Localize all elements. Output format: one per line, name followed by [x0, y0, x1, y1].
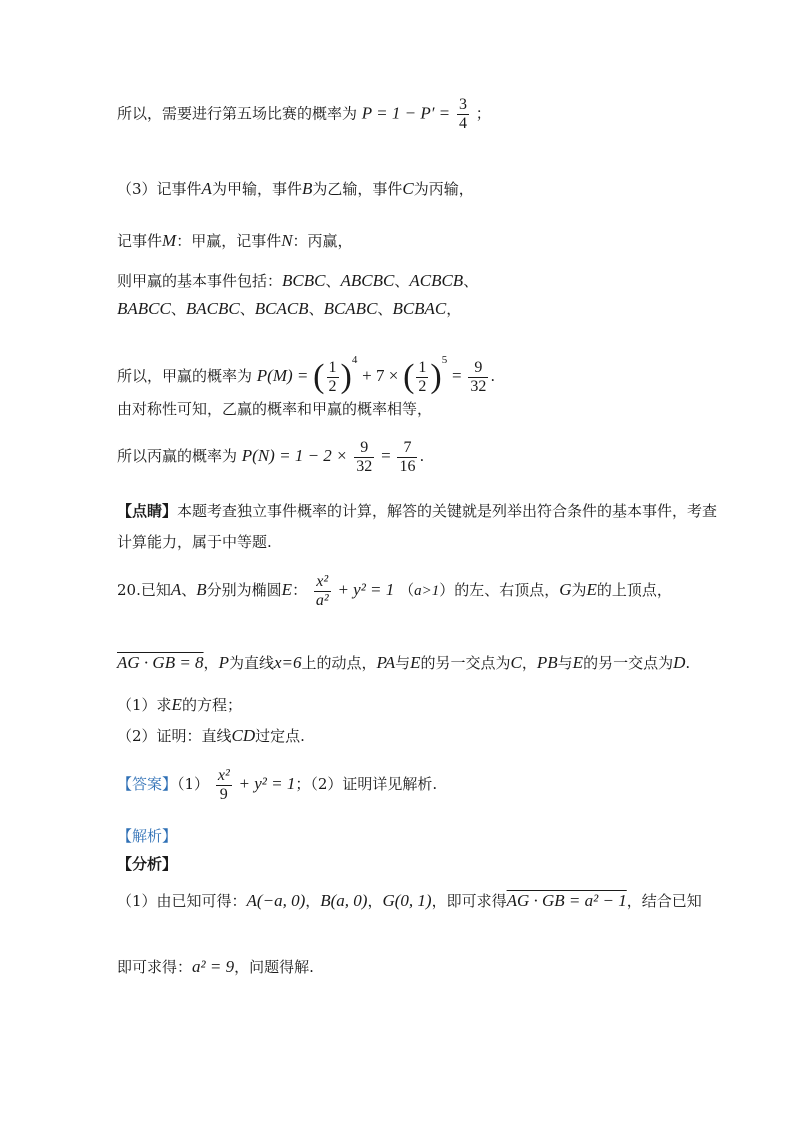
fraction: $\frac{9}{32}$: [356, 438, 373, 475]
formula: P(M) =: [256, 366, 309, 385]
line-prob-bing-win: [117, 438, 740, 476]
var-A: A: [170, 580, 182, 599]
text: 为: [571, 581, 587, 599]
line-analysis-1: [117, 890, 740, 912]
var-C: C: [402, 179, 414, 198]
event: BCBAC: [392, 299, 447, 318]
event: BCABC: [323, 299, 378, 318]
point-A: A(−a, 0): [246, 891, 306, 910]
text: 过定点.: [255, 727, 305, 745]
line-define-mn: [117, 230, 740, 252]
text: ：甲赢，记事件: [176, 232, 282, 250]
text: 所以丙赢的概率为: [117, 447, 238, 465]
text: （2）证明：直线: [117, 727, 232, 745]
var-C: C: [510, 653, 522, 672]
text: ，: [203, 654, 219, 672]
line-problem-20-cont: [117, 652, 740, 674]
sep: 、: [463, 272, 479, 290]
formula: + y² = 1: [238, 774, 296, 793]
line-basic-events-1: [117, 270, 740, 292]
var-E: E: [572, 653, 584, 672]
formula: P(N) = 1 − 2 ×: [241, 446, 348, 465]
var-CD: CD: [231, 726, 256, 745]
event: BCACB: [254, 299, 309, 318]
text: 为丙输，: [413, 180, 474, 198]
point-G: G(0, 1): [382, 891, 432, 910]
fraction: $\frac{7}{16}$: [399, 438, 416, 475]
text: 由对称性可知，乙赢的概率和甲赢的概率相等，: [117, 400, 433, 418]
sep: 、: [377, 300, 393, 318]
sep: 、: [325, 272, 341, 290]
var-M: M: [162, 231, 177, 250]
formula: =: [381, 446, 391, 465]
line-q2: [117, 725, 740, 747]
text: 与: [395, 654, 411, 672]
answer-tag: 【答案】: [117, 775, 178, 793]
text: （: [399, 581, 415, 599]
text: （1）求: [117, 696, 172, 714]
text: 所以，甲赢的概率为: [117, 367, 253, 385]
vector-formula: AG · GB = a² − 1: [506, 891, 627, 910]
text: 的另一交点为: [420, 654, 511, 672]
var-P: P: [218, 653, 229, 672]
event: ACBCB: [409, 271, 464, 290]
punct: .: [490, 367, 496, 385]
fraction: $\frac{\text{x²}}{\text{a²}}$: [315, 572, 329, 609]
var-G: G: [559, 580, 572, 599]
punct: .: [419, 447, 425, 465]
text: ；（2）证明详见解析.: [295, 775, 438, 793]
text: 本题考查独立事件概率的计算，解答的关键就是列举出符合条件的基本事件，考查: [177, 502, 718, 520]
text: ，问题得解.: [234, 958, 314, 976]
text: 上的动点，: [301, 654, 377, 672]
text: 计算能力，属于中等题.: [117, 533, 272, 551]
fraction: $\frac{\text{x²}}{9}$: [217, 766, 230, 803]
var-N: N: [281, 231, 293, 250]
event: BCBC: [282, 271, 326, 290]
var-PA: PA: [376, 653, 396, 672]
formula: x=6: [273, 653, 302, 672]
text: 的上顶点，: [596, 581, 672, 599]
fraction: $\frac{1}{2}$: [418, 358, 427, 395]
line-basic-events-2: [117, 298, 740, 320]
var-E: E: [586, 580, 597, 599]
line-answer: [117, 764, 740, 804]
event: BABCC: [117, 299, 171, 318]
formula: P = 1 − P′ =: [361, 103, 451, 123]
sep: ，: [305, 892, 321, 910]
text: 则甲赢的基本事件包括：: [117, 272, 283, 290]
vector-formula: AG · GB = 8: [117, 653, 204, 672]
exponent: 5: [441, 354, 448, 366]
text: ：: [292, 581, 308, 599]
line-comment: [117, 500, 740, 522]
line-analysis-tag: [117, 825, 740, 847]
text: ）的左、右顶点，: [439, 581, 560, 599]
text: 、: [181, 581, 197, 599]
event: BACBC: [185, 299, 240, 318]
text: 的另一交点为: [583, 654, 674, 672]
formula: + y² = 1: [337, 580, 395, 599]
event: ABCBC: [340, 271, 395, 290]
fraction: $\frac{1}{2}$: [328, 358, 337, 395]
var-A: A: [201, 179, 212, 198]
text: 所以，需要进行第五场比赛的概率为: [117, 104, 358, 123]
line-q1: [117, 694, 740, 716]
text: 为直线: [228, 654, 274, 672]
line-prob-jia-win: [117, 340, 740, 396]
text: ，结合已知: [626, 892, 702, 910]
sep: 、: [394, 272, 410, 290]
var-B: B: [301, 179, 313, 198]
section-tag: 【点睛】: [117, 502, 178, 520]
text: （3）记事件: [117, 180, 202, 198]
text: ：丙赢，: [292, 232, 353, 250]
point-B: B(a, 0): [320, 891, 368, 910]
line-analysis-2: [117, 956, 740, 978]
text: 为乙输，事件: [312, 180, 403, 198]
line-define-events: [117, 178, 740, 200]
formula: + 7 ×: [362, 366, 399, 385]
text: ，即可求得: [431, 892, 507, 910]
text: 的方程；: [181, 696, 242, 714]
line-prob-fifth-game: [117, 96, 740, 133]
text: 与: [557, 654, 573, 672]
text: 记事件: [117, 232, 163, 250]
sep: ，: [367, 892, 383, 910]
fraction: $\frac{9}{32}$: [470, 358, 487, 395]
var-E: E: [410, 653, 421, 672]
paren: (: [313, 358, 325, 395]
var-PB: PB: [536, 653, 558, 672]
analysis-tag: 【解析】: [117, 827, 178, 845]
text: ，: [521, 654, 537, 672]
line-comment-2: [117, 531, 740, 553]
punct: ；: [475, 104, 491, 123]
sep: ，: [446, 300, 462, 318]
paren: (: [403, 358, 415, 395]
text: （1）: [177, 775, 210, 793]
fenxi-tag: 【分析】: [117, 855, 178, 873]
condition: a>1: [414, 583, 440, 599]
exponent: 4: [351, 354, 358, 366]
text: 分别为椭圆: [206, 581, 282, 599]
line-fenxi-tag: [117, 853, 740, 875]
var-E: E: [281, 580, 293, 599]
line-problem-20: [117, 570, 740, 611]
line-symmetry: [117, 398, 740, 420]
var-D: D: [673, 653, 686, 672]
fraction: $\frac{3}{4}$: [458, 96, 467, 132]
sep: 、: [308, 300, 324, 318]
paren: ): [340, 358, 352, 395]
sep: 、: [170, 300, 186, 318]
var-B: B: [196, 580, 207, 599]
text: 即可求得：: [117, 958, 193, 976]
paren: ): [430, 358, 442, 395]
text: 为甲输，事件: [211, 180, 302, 198]
formula: =: [452, 366, 462, 385]
punct: .: [685, 654, 691, 672]
var-E: E: [171, 695, 182, 714]
text: 20.已知: [117, 581, 171, 599]
formula: a² = 9: [192, 957, 235, 976]
sep: 、: [239, 300, 255, 318]
text: （1）由已知可得：: [117, 892, 247, 910]
